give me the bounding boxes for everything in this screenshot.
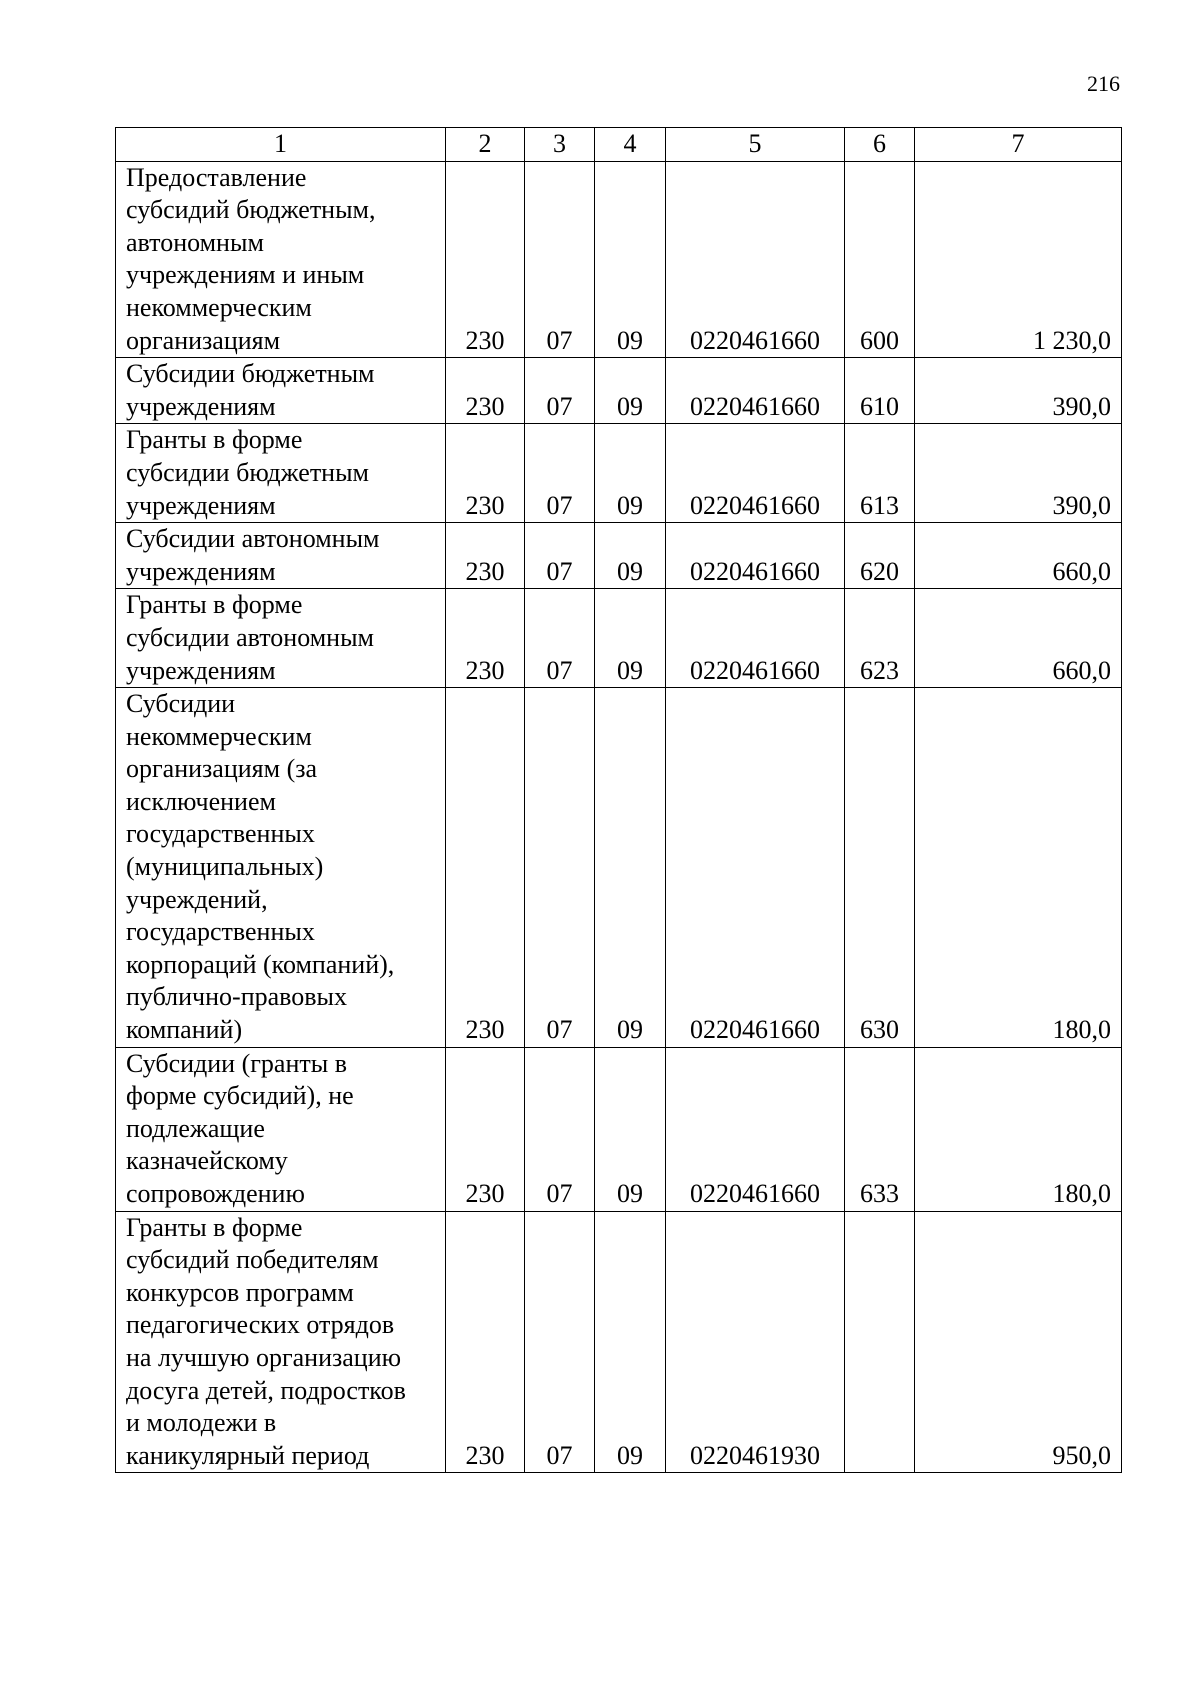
- cell-section: 07: [525, 523, 595, 589]
- cell-name: [116, 523, 446, 589]
- cell-section: 07: [525, 358, 595, 424]
- cell-subsection: 09: [595, 523, 666, 589]
- name-line: (муниципальных): [126, 852, 324, 882]
- header-col-2: 2: [446, 128, 525, 162]
- table-body: [116, 161, 1122, 1473]
- header-col-4: 4: [595, 128, 666, 162]
- name-line: учреждениям: [126, 490, 276, 520]
- cell-target-article: 0220461660: [666, 523, 845, 589]
- header-col-6: 6: [845, 128, 915, 162]
- header-col-3: 3: [525, 128, 595, 162]
- cell-subsection: 09: [595, 424, 666, 523]
- name-line: учреждениям: [126, 391, 276, 421]
- cell-subsection: 09: [595, 161, 666, 358]
- cell-ved: 230: [446, 1211, 525, 1473]
- cell-amount: 1 230,0: [915, 161, 1122, 358]
- cell-target-article: 0220461660: [666, 1047, 845, 1211]
- cell-section: 07: [525, 688, 595, 1048]
- header-col-1: 1: [116, 128, 446, 162]
- name-line: государственных: [126, 917, 315, 947]
- name-line: Гранты в форме: [126, 590, 303, 620]
- cell-amount: 660,0: [915, 589, 1122, 688]
- cell-amount: 180,0: [915, 688, 1122, 1048]
- cell-section: 07: [525, 1211, 595, 1473]
- name-line: некоммерческим: [126, 721, 312, 751]
- cell-section: 07: [525, 161, 595, 358]
- name-line: подлежащие: [126, 1113, 265, 1143]
- cell-expense-type: 613: [845, 424, 915, 523]
- cell-target-article: 0220461660: [666, 161, 845, 358]
- cell-target-article: 0220461930: [666, 1211, 845, 1473]
- table-row: [116, 1047, 1122, 1211]
- name-line: учреждениям: [126, 655, 276, 685]
- cell-subsection: 09: [595, 589, 666, 688]
- header-col-7: 7: [915, 128, 1122, 162]
- table-row: [116, 161, 1122, 358]
- name-line: Субсидии автономным: [126, 524, 380, 554]
- table-header: [116, 128, 1122, 162]
- cell-expense-type: 630: [845, 688, 915, 1048]
- header-row: [116, 128, 1122, 162]
- cell-amount: 950,0: [915, 1211, 1122, 1473]
- name-line: компаний): [126, 1015, 243, 1045]
- name-line: исключением: [126, 786, 276, 816]
- name-line: форме субсидий), не: [126, 1081, 354, 1111]
- cell-target-article: 0220461660: [666, 589, 845, 688]
- cell-name: [116, 688, 446, 1048]
- name-line: Предоставление: [126, 162, 307, 192]
- cell-section: 07: [525, 589, 595, 688]
- name-line: на лучшую организацию: [126, 1342, 402, 1372]
- cell-name: [116, 161, 446, 358]
- name-line: публично-правовых: [126, 982, 347, 1012]
- name-line: Гранты в форме: [126, 425, 303, 455]
- page-number: 216: [1087, 71, 1120, 96]
- cell-target-article: 0220461660: [666, 688, 845, 1048]
- cell-ved: 230: [446, 1047, 525, 1211]
- cell-ved: 230: [446, 424, 525, 523]
- name-line: автономным: [126, 227, 264, 257]
- cell-expense-type: [845, 1211, 915, 1473]
- name-line: Субсидии (гранты в: [126, 1048, 347, 1078]
- name-line: конкурсов программ: [126, 1277, 354, 1307]
- cell-amount: 390,0: [915, 424, 1122, 523]
- name-line: корпораций (компаний),: [126, 949, 395, 979]
- cell-amount: 180,0: [915, 1047, 1122, 1211]
- cell-expense-type: 623: [845, 589, 915, 688]
- cell-target-article: 0220461660: [666, 358, 845, 424]
- table-row: [116, 688, 1122, 1048]
- name-line: каникулярный период: [126, 1440, 370, 1470]
- name-line: казначейскому: [126, 1146, 288, 1176]
- table-row: [116, 1211, 1122, 1473]
- cell-ved: 230: [446, 523, 525, 589]
- table-row: [116, 424, 1122, 523]
- cell-name: [116, 589, 446, 688]
- cell-amount: 390,0: [915, 358, 1122, 424]
- cell-expense-type: 610: [845, 358, 915, 424]
- name-line: некоммерческим: [126, 292, 312, 322]
- table-row: [116, 523, 1122, 589]
- table-row: [116, 589, 1122, 688]
- name-line: сопровождению: [126, 1179, 305, 1208]
- cell-ved: 230: [446, 358, 525, 424]
- cell-name: [116, 358, 446, 424]
- cell-subsection: 09: [595, 1211, 666, 1473]
- cell-subsection: 09: [595, 358, 666, 424]
- cell-name: [116, 1047, 446, 1211]
- budget-table: [115, 127, 1122, 1473]
- cell-ved: 230: [446, 161, 525, 358]
- cell-expense-type: 600: [845, 161, 915, 358]
- cell-expense-type: 633: [845, 1047, 915, 1211]
- name-line: Гранты в форме: [126, 1212, 303, 1242]
- name-line: учреждениям и иным: [126, 260, 365, 290]
- name-line: субсидии автономным: [126, 622, 374, 652]
- cell-ved: 230: [446, 688, 525, 1048]
- name-line: Субсидии бюджетным: [126, 359, 375, 389]
- name-line: субсидии бюджетным: [126, 457, 370, 487]
- name-line: государственных: [126, 819, 315, 849]
- name-line: и молодежи в: [126, 1408, 277, 1438]
- name-line: учреждений,: [126, 884, 268, 914]
- name-line: досуга детей, подростков: [126, 1375, 406, 1405]
- header-col-5: 5: [666, 128, 845, 162]
- table-row: [116, 358, 1122, 424]
- cell-name: [116, 1211, 446, 1473]
- cell-expense-type: 620: [845, 523, 915, 589]
- cell-name: [116, 424, 446, 523]
- cell-ved: 230: [446, 589, 525, 688]
- name-line: педагогических отрядов: [126, 1310, 395, 1340]
- cell-target-article: 0220461660: [666, 424, 845, 523]
- name-line: Субсидии: [126, 689, 236, 719]
- name-line: субсидий победителям: [126, 1245, 379, 1275]
- name-line: организациям (за: [126, 754, 318, 784]
- cell-subsection: 09: [595, 688, 666, 1048]
- cell-amount: 660,0: [915, 523, 1122, 589]
- name-line: субсидий бюджетным,: [126, 195, 376, 225]
- name-line: учреждениям: [126, 556, 276, 586]
- cell-subsection: 09: [595, 1047, 666, 1211]
- cell-section: 07: [525, 424, 595, 523]
- cell-section: 07: [525, 1047, 595, 1211]
- name-line: организациям: [126, 325, 281, 355]
